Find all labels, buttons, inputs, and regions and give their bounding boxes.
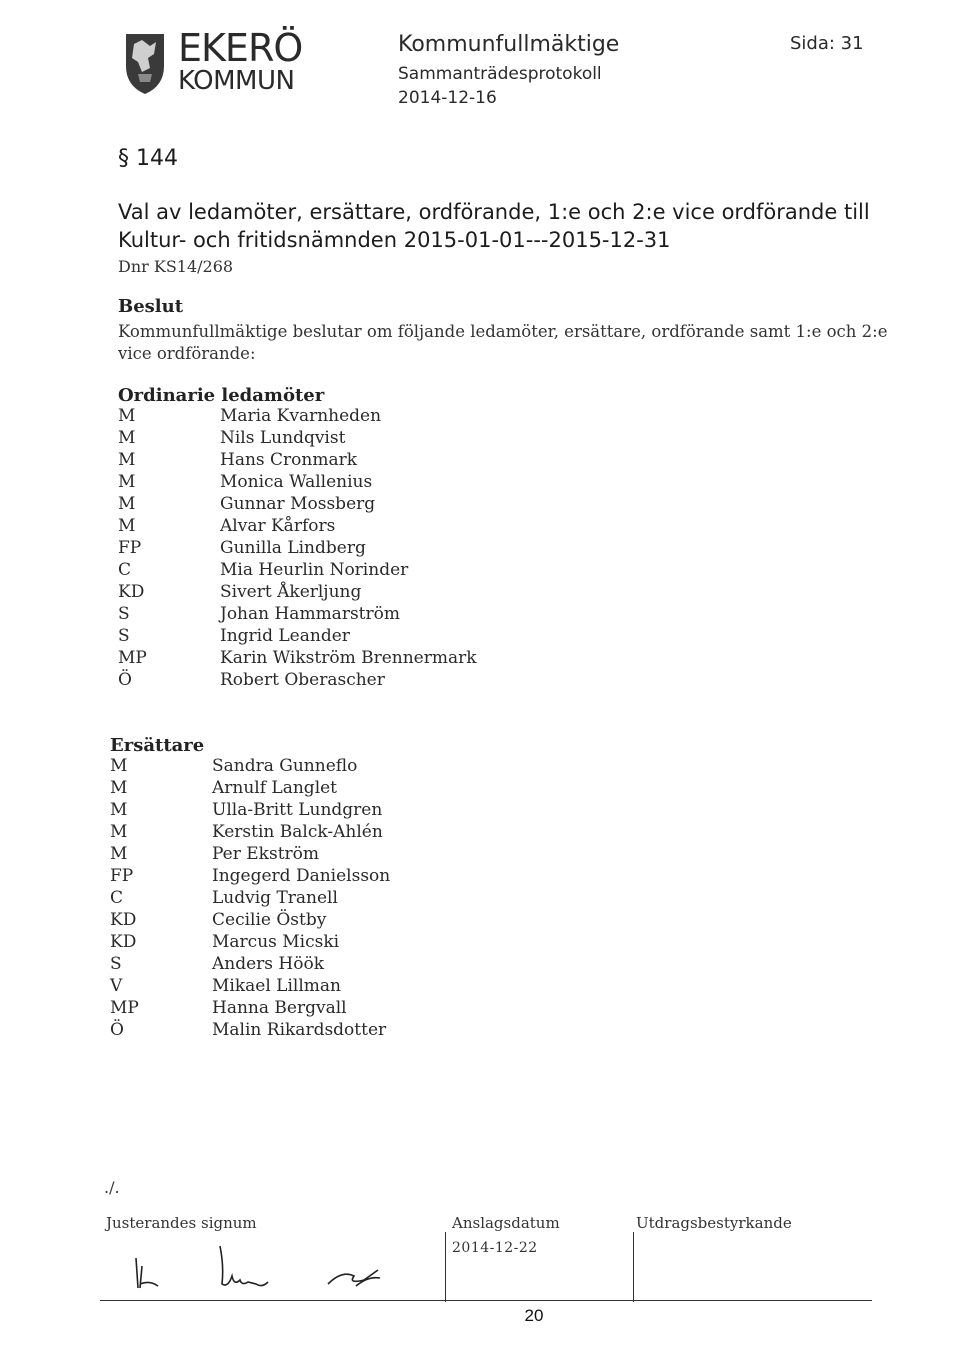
item-title-line-1: Val av ledamöter, ersättare, ordförande, 1:e och 2:e vice ordförande till	[118, 200, 870, 224]
member-name: Alvar Kårfors	[220, 516, 336, 536]
member-row	[110, 755, 630, 777]
member-row	[110, 909, 630, 931]
member-name: Hans Cronmark	[220, 450, 358, 470]
substitutes-list	[110, 755, 630, 1041]
member-name: Nils Lundqvist	[220, 428, 346, 448]
member-party: M	[118, 450, 136, 470]
header-subtitle: Sammanträdesprotokoll	[398, 64, 602, 84]
paragraph-number: § 144	[118, 146, 178, 171]
handwritten-signatures	[128, 1236, 428, 1296]
member-name: Ingegerd Danielsson	[212, 866, 391, 886]
ordinary-members-heading: Ordinarie ledamöter	[118, 385, 325, 406]
member-name: Mikael Lillman	[212, 976, 341, 996]
member-row	[118, 669, 638, 691]
member-party: S	[118, 604, 130, 624]
member-party: KD	[110, 910, 137, 930]
member-party: FP	[110, 866, 134, 886]
member-party: M	[118, 516, 136, 536]
member-row	[118, 405, 638, 427]
member-row	[110, 799, 630, 821]
member-party: M	[110, 778, 128, 798]
member-party: M	[110, 800, 128, 820]
member-name: Hanna Bergvall	[212, 998, 347, 1018]
member-row	[118, 625, 638, 647]
member-name: Gunnar Mossberg	[220, 494, 376, 514]
member-name: Kerstin Balck-Ahlén	[212, 822, 383, 842]
member-row	[110, 1019, 630, 1041]
member-name: Malin Rikardsdotter	[212, 1020, 387, 1040]
page-number: 20	[524, 1306, 544, 1325]
member-name: Sandra Gunneflo	[212, 756, 358, 776]
member-row	[118, 449, 638, 471]
utdragsbestyrkande-label: Utdragsbestyrkande	[636, 1214, 792, 1232]
member-party: M	[118, 472, 136, 492]
member-name: Per Ekström	[212, 844, 320, 864]
substitutes-heading: Ersättare	[110, 735, 205, 756]
header-title: Kommunfullmäktige	[398, 32, 620, 57]
member-name: Ingrid Leander	[220, 626, 350, 646]
member-party: C	[118, 560, 132, 580]
diary-number: Dnr KS14/268	[118, 257, 234, 276]
member-party: M	[110, 822, 128, 842]
anslagsdatum-label: Anslagsdatum	[452, 1214, 560, 1232]
member-party: C	[110, 888, 124, 908]
footer-rule	[100, 1300, 872, 1301]
member-row	[118, 537, 638, 559]
anslagsdatum-value: 2014-12-22	[452, 1240, 538, 1256]
footer-divider-2	[633, 1232, 634, 1302]
member-name: Arnulf Langlet	[212, 778, 338, 798]
member-row	[110, 931, 630, 953]
member-party: S	[110, 954, 122, 974]
member-row	[118, 427, 638, 449]
decision-heading: Beslut	[118, 296, 184, 317]
member-row	[110, 843, 630, 865]
member-name: Sivert Åkerljung	[220, 582, 362, 602]
member-name: Johan Hammarström	[220, 604, 400, 624]
footer-divider-1	[445, 1232, 446, 1302]
member-row	[118, 559, 638, 581]
member-row	[110, 887, 630, 909]
member-party: KD	[118, 582, 145, 602]
member-name: Cecilie Östby	[212, 910, 327, 930]
member-party: M	[110, 756, 128, 776]
member-row	[118, 647, 638, 669]
member-row	[110, 865, 630, 887]
member-name: Marcus Micski	[212, 932, 340, 952]
member-row	[110, 953, 630, 975]
item-title-line-2: Kultur- och fritidsnämnden 2015-01-01---2015-12-31	[118, 228, 671, 252]
member-name: Monica Wallenius	[220, 472, 373, 492]
coat-of-arms-icon	[120, 28, 170, 96]
header-page-number: Sida: 31	[790, 33, 864, 54]
member-row	[118, 603, 638, 625]
member-row	[110, 777, 630, 799]
ordinary-members-list	[118, 405, 638, 691]
member-row	[110, 975, 630, 997]
logo-kommun-text: KOMMUN	[178, 66, 295, 96]
member-row	[110, 997, 630, 1019]
header-date: 2014-12-16	[398, 88, 497, 108]
member-name: Maria Kvarnheden	[220, 406, 382, 426]
justerandes-signum-label: Justerandes signum	[106, 1214, 257, 1232]
member-row	[118, 581, 638, 603]
member-party: MP	[118, 648, 147, 668]
member-party: M	[118, 494, 136, 514]
member-party: M	[110, 844, 128, 864]
municipality-logo	[120, 26, 340, 96]
member-row	[118, 515, 638, 537]
member-party: M	[118, 406, 136, 426]
member-party: MP	[110, 998, 139, 1018]
continuation-mark: ./.	[104, 1178, 120, 1197]
logo-ekero-text: EKERÖ	[178, 26, 303, 70]
member-party: V	[110, 976, 123, 996]
member-party: M	[118, 428, 136, 448]
member-row	[118, 493, 638, 515]
member-name: Ludvig Tranell	[212, 888, 338, 908]
member-name: Gunilla Lindberg	[220, 538, 366, 558]
member-party: S	[118, 626, 130, 646]
member-row	[118, 471, 638, 493]
member-name: Anders Höök	[212, 954, 325, 974]
member-party: FP	[118, 538, 142, 558]
member-party: Ö	[110, 1020, 124, 1040]
member-row	[110, 821, 630, 843]
decision-text: Kommunfullmäktige beslutar om följande ledamöter, ersättare, ordförande samt 1:e och 2:e vice ordförande:	[118, 322, 888, 363]
member-name: Mia Heurlin Norinder	[220, 560, 409, 580]
member-name: Robert Oberascher	[220, 670, 385, 690]
member-name: Karin Wikström Brennermark	[220, 648, 477, 668]
member-party: Ö	[118, 670, 132, 690]
member-name: Ulla-Britt Lundgren	[212, 800, 383, 820]
member-party: KD	[110, 932, 137, 952]
